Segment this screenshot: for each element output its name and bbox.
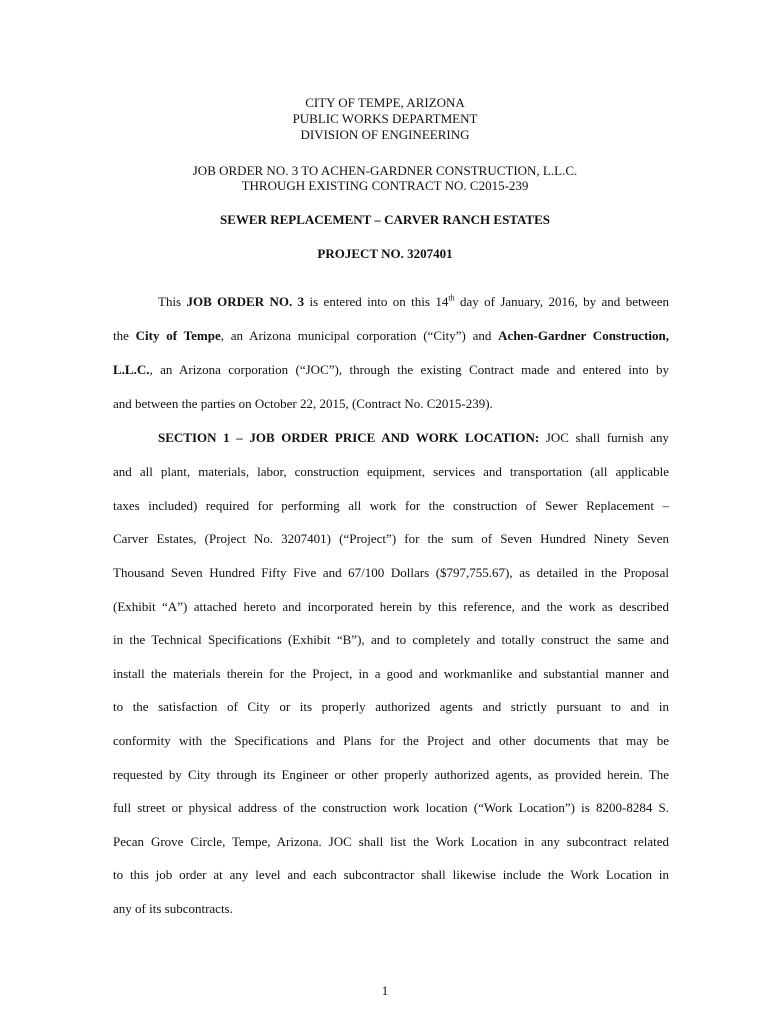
section1-line: to this job order at any level and each subcontractor shall likewise include the Work Location in (113, 867, 669, 882)
section1-line: (Exhibit “A”) attached hereto and incorporated herein by this reference, and the work as described (113, 599, 669, 614)
intro-text: the (113, 328, 136, 343)
job-order-line-2: THROUGH EXISTING CONTRACT NO. C2015-239 (241, 178, 529, 193)
header-city: CITY OF TEMPE, ARIZONA (305, 95, 465, 110)
job-order-line-1: JOB ORDER NO. 3 TO ACHEN-GARDNER CONSTRUCTION, L.L.C. (192, 163, 578, 178)
section1-line-1 (158, 421, 669, 455)
header-division: DIVISION OF ENGINEERING (300, 127, 470, 142)
section1-line: Pecan Grove Circle, Tempe, Arizona. JOC shall list the Work Location in any subcontract related (113, 834, 669, 849)
intro-text: This (158, 294, 187, 309)
section1-line: install the materials therein for the Project, in a good and workmanlike and substantial manner and (113, 666, 669, 681)
city-bold: City of Tempe (135, 328, 221, 343)
intro-text: is entered into on this 14 (304, 294, 449, 309)
section1-line: to the satisfaction of City or its properly authorized agents and strictly pursuant to and in (113, 699, 669, 714)
section1-line: requested by City through its Engineer or other properly authorized agents, as provided herein. The (113, 767, 669, 782)
intro-text: , an Arizona municipal corporation (“City”) and (220, 328, 499, 343)
intro-line-3 (113, 353, 669, 387)
job-order-bold: JOB ORDER NO. 3 (186, 294, 305, 309)
project-title: SEWER REPLACEMENT – CARVER RANCH ESTATES (219, 212, 550, 227)
section1-line: full street or physical address of the construction work location (“Work Location”) is 8200-8284 S. (113, 800, 669, 815)
intro-line-1 (158, 285, 669, 319)
intro-line-2 (113, 319, 669, 353)
page-number: 1 (381, 983, 389, 998)
section1-line: in the Technical Specifications (Exhibit “B”), and to completely and totally construct the same and (113, 632, 669, 647)
intro-line-4: and between the parties on October 22, 2015, (Contract No. C2015-239). (113, 396, 493, 411)
header-department: PUBLIC WORKS DEPARTMENT (292, 111, 478, 126)
section1-text: JOC shall furnish any (539, 430, 669, 445)
intro-text: day of January, 2016, by and between (454, 294, 669, 309)
intro-text: , an Arizona corporation (“JOC”), through the existing Contract made and entered into by (149, 362, 669, 377)
section1-line: Thousand Seven Hundred Fifty Five and 67/100 Dollars ($797,755.67), as detailed in the Proposal (113, 565, 669, 580)
contractor-bold: Achen-Gardner Construction, (498, 328, 669, 343)
section1-line: conformity with the Specifications and Plans for the Project and other documents that may be (113, 733, 669, 748)
contractor-bold: L.L.C. (113, 362, 150, 377)
section1-line: taxes included) required for performing all work for the construction of Sewer Replacement – (113, 498, 669, 513)
project-number: PROJECT NO. 3207401 (317, 246, 453, 261)
ordinal-suffix: th (448, 293, 455, 303)
section1-line: Carver Estates, (Project No. 3207401) (“Project”) for the sum of Seven Hundred Ninety Seven (113, 531, 669, 546)
section1-line: and all plant, materials, labor, construction equipment, services and transportation (all applicable (113, 464, 669, 479)
section1-line: any of its subcontracts. (113, 901, 233, 916)
section1-heading: SECTION 1 – JOB ORDER PRICE AND WORK LOCATION: (158, 430, 540, 445)
